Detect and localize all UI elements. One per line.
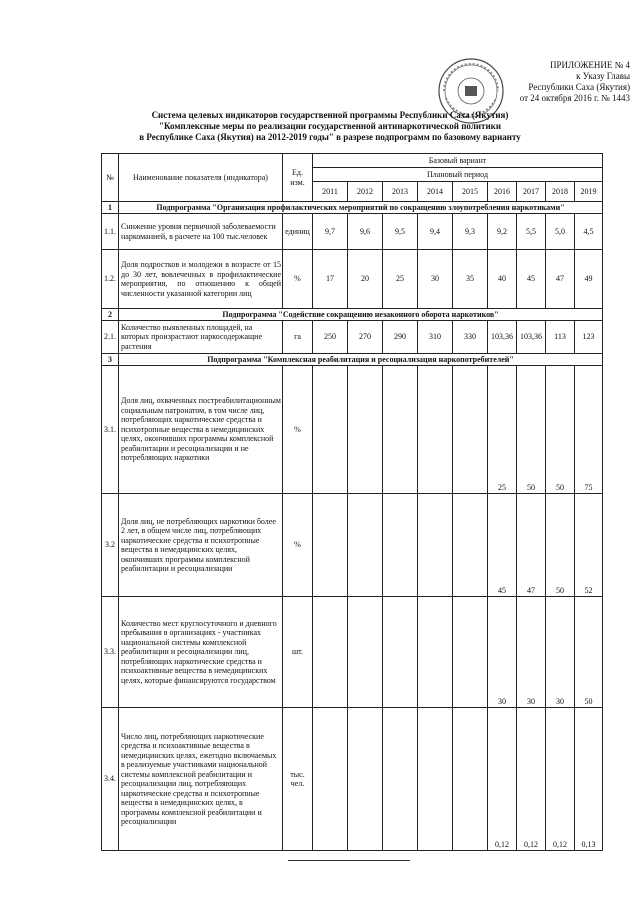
row-num: 1.2. <box>102 250 119 309</box>
indicator-unit: % <box>283 366 313 494</box>
indicator-value: 52 <box>575 494 603 597</box>
document-title <box>80 110 580 143</box>
indicator-value <box>418 597 453 708</box>
indicator-value: 103,36 <box>517 321 546 354</box>
header-base-variant: Базовый вариант <box>313 154 603 168</box>
indicator-name: Количество мест круглосуточного и дневного пребывания в организациях - участниках национальной системы комплексной реабилитации и ресоциализации лиц, потребляющих наркотические средства и психоактивные вещества в немедицинских целях, которые финансируются государством <box>119 597 283 708</box>
indicator-value <box>313 366 348 494</box>
indicator-value <box>383 366 418 494</box>
header-plan-period: Плановый период <box>313 168 603 182</box>
indicator-value: 40 <box>488 250 517 309</box>
table-row <box>102 214 603 250</box>
header-year: 2013 <box>383 182 418 202</box>
header-unit: Ед. изм. <box>283 154 313 202</box>
subprogram-row <box>102 309 603 321</box>
title-line: в Республике Саха (Якутия) на 2012-2019 годы" в разрезе подпрограмм по базовому варианту <box>139 132 521 142</box>
subprogram-title: Подпрограмма "Организация профилактических мероприятий по сокращению злоупотребления наркотиками" <box>119 202 603 214</box>
title-line: "Комплексные меры по реализации государственной антинаркотической политики <box>158 121 502 131</box>
indicator-value: 45 <box>517 250 546 309</box>
footer-line <box>288 860 410 861</box>
indicator-value <box>453 597 488 708</box>
indicator-value: 4,5 <box>575 214 603 250</box>
row-num: 3.1. <box>102 366 119 494</box>
header-year: 2014 <box>418 182 453 202</box>
indicator-value: 49 <box>575 250 603 309</box>
indicator-value: 270 <box>348 321 383 354</box>
indicator-value <box>348 708 383 851</box>
indicator-unit: % <box>283 494 313 597</box>
indicator-value: 17 <box>313 250 348 309</box>
row-num: 3.2 <box>102 494 119 597</box>
table-row <box>102 494 603 597</box>
indicator-value: 75 <box>575 366 603 494</box>
header-year: 2012 <box>348 182 383 202</box>
indicator-name: Доля лиц, охваченных постреабилитационным социальным патронатом, в том числе лиц, потребляющих наркотические средства и психотропные вещества в немедицинских целях, окончивших программы комплексной реабилитации и ресоциализации и не потребляющих наркотики <box>119 366 283 494</box>
indicator-value: 0,13 <box>575 708 603 851</box>
indicator-value <box>418 494 453 597</box>
indicator-value: 0,12 <box>517 708 546 851</box>
indicator-value: 47 <box>546 250 575 309</box>
indicator-value: 9,3 <box>453 214 488 250</box>
indicator-unit: % <box>283 250 313 309</box>
table-row <box>102 366 603 494</box>
subprogram-title: Подпрограмма "Комплексная реабилитация и ресоциализация наркопотребителей" <box>119 354 603 366</box>
header-year: 2016 <box>488 182 517 202</box>
indicator-value: 250 <box>313 321 348 354</box>
indicator-value: 30 <box>517 597 546 708</box>
table-row <box>102 321 603 354</box>
row-num: 3.3. <box>102 597 119 708</box>
indicator-value <box>383 597 418 708</box>
title-line: Система целевых индикаторов государственной программы Республики Саха (Якутия) <box>151 110 509 120</box>
subprogram-row <box>102 354 603 366</box>
header-year: 2019 <box>575 182 603 202</box>
indicator-value: 310 <box>418 321 453 354</box>
subprogram-num: 2 <box>102 309 119 321</box>
indicator-value: 30 <box>546 597 575 708</box>
indicator-value: 330 <box>453 321 488 354</box>
row-num: 2.1. <box>102 321 119 354</box>
indicator-value <box>383 708 418 851</box>
indicator-value: 9,2 <box>488 214 517 250</box>
subprogram-num: 1 <box>102 202 119 214</box>
indicator-value: 9,7 <box>313 214 348 250</box>
header-row <box>102 154 603 168</box>
header-name: Наименование показателя (индикатора) <box>119 154 283 202</box>
appendix-line: Республики Саха (Якутия) <box>528 82 630 92</box>
indicator-value <box>348 494 383 597</box>
indicator-value: 0,12 <box>546 708 575 851</box>
indicator-name: Число лиц, потребляющих наркотические средства и психоактивные вещества в немедицинских целях, ежегодно включаемых в реализуемые участниками национальной системы комплексной реабилитации и ресоциализации лиц, потребляющих наркотические средства и психотропные вещества в немедицинских целях, в программы комплексной реабилитации и ресоциализации <box>119 708 283 851</box>
indicator-value: 5,5 <box>517 214 546 250</box>
indicator-value: 123 <box>575 321 603 354</box>
row-num: 1.1. <box>102 214 119 250</box>
indicator-value: 35 <box>453 250 488 309</box>
indicator-value: 9,5 <box>383 214 418 250</box>
indicator-unit: единиц <box>283 214 313 250</box>
indicator-value: 50 <box>517 366 546 494</box>
indicator-value: 25 <box>383 250 418 309</box>
indicator-value: 113 <box>546 321 575 354</box>
indicator-value: 50 <box>546 366 575 494</box>
indicator-value: 103,36 <box>488 321 517 354</box>
indicator-value <box>313 708 348 851</box>
indicator-name: Снижение уровня первичной заболеваемости наркоманией, в расчете на 100 тыс.человек <box>119 214 283 250</box>
indicator-value: 47 <box>517 494 546 597</box>
indicator-value <box>418 708 453 851</box>
table-row <box>102 597 603 708</box>
appendix-line: от 24 октября 2016 г. № 1443 <box>519 93 630 103</box>
indicator-value: 45 <box>488 494 517 597</box>
appendix-line: к Указу Главы <box>576 71 630 81</box>
subprogram-row <box>102 202 603 214</box>
indicator-value: 25 <box>488 366 517 494</box>
indicator-value: 20 <box>348 250 383 309</box>
indicator-value: 30 <box>488 597 517 708</box>
header-year: 2011 <box>313 182 348 202</box>
appendix-line: ПРИЛОЖЕНИЕ № 4 <box>549 60 630 70</box>
indicator-unit: га <box>283 321 313 354</box>
indicators-table <box>101 153 603 851</box>
indicator-value <box>383 494 418 597</box>
indicator-value: 9,6 <box>348 214 383 250</box>
row-num: 3.4. <box>102 708 119 851</box>
indicator-value <box>313 494 348 597</box>
indicator-value: 0,12 <box>488 708 517 851</box>
subprogram-num: 3 <box>102 354 119 366</box>
indicator-value <box>313 597 348 708</box>
indicator-value <box>453 366 488 494</box>
subprogram-title: Подпрограмма "Содействие сокращению незаконного оборота наркотиков" <box>119 309 603 321</box>
header-year: 2017 <box>517 182 546 202</box>
indicator-value: 50 <box>546 494 575 597</box>
indicator-unit: тыс. чел. <box>283 708 313 851</box>
header-year: 2018 <box>546 182 575 202</box>
header-num: № <box>102 154 119 202</box>
indicator-value: 30 <box>418 250 453 309</box>
indicator-value: 290 <box>383 321 418 354</box>
indicator-name: Количество выявленных площадей, на которых произрастают наркосодержащие растения <box>119 321 283 354</box>
indicator-name: Доля подростков и молодежи в возрасте от 15 до 30 лет, вовлеченных в профилактические мероприятия, по отношению к общей численности указанной категории лиц <box>119 250 283 309</box>
indicator-value <box>453 494 488 597</box>
indicator-unit: шт. <box>283 597 313 708</box>
indicator-value <box>418 366 453 494</box>
header-year: 2015 <box>453 182 488 202</box>
indicator-value: 5,0 <box>546 214 575 250</box>
indicator-value <box>453 708 488 851</box>
table-row <box>102 250 603 309</box>
indicator-value: 50 <box>575 597 603 708</box>
indicator-name: Доля лиц, не потребляющих наркотики более 2 лет, в общем числе лиц, потребляющих наркотические средства и психотропные вещества в немедицинских целях, окончивших программы комплексной реабилитации и ресоциализации <box>119 494 283 597</box>
indicator-value <box>348 597 383 708</box>
indicator-value: 9,4 <box>418 214 453 250</box>
indicator-value <box>348 366 383 494</box>
table-row <box>102 708 603 851</box>
